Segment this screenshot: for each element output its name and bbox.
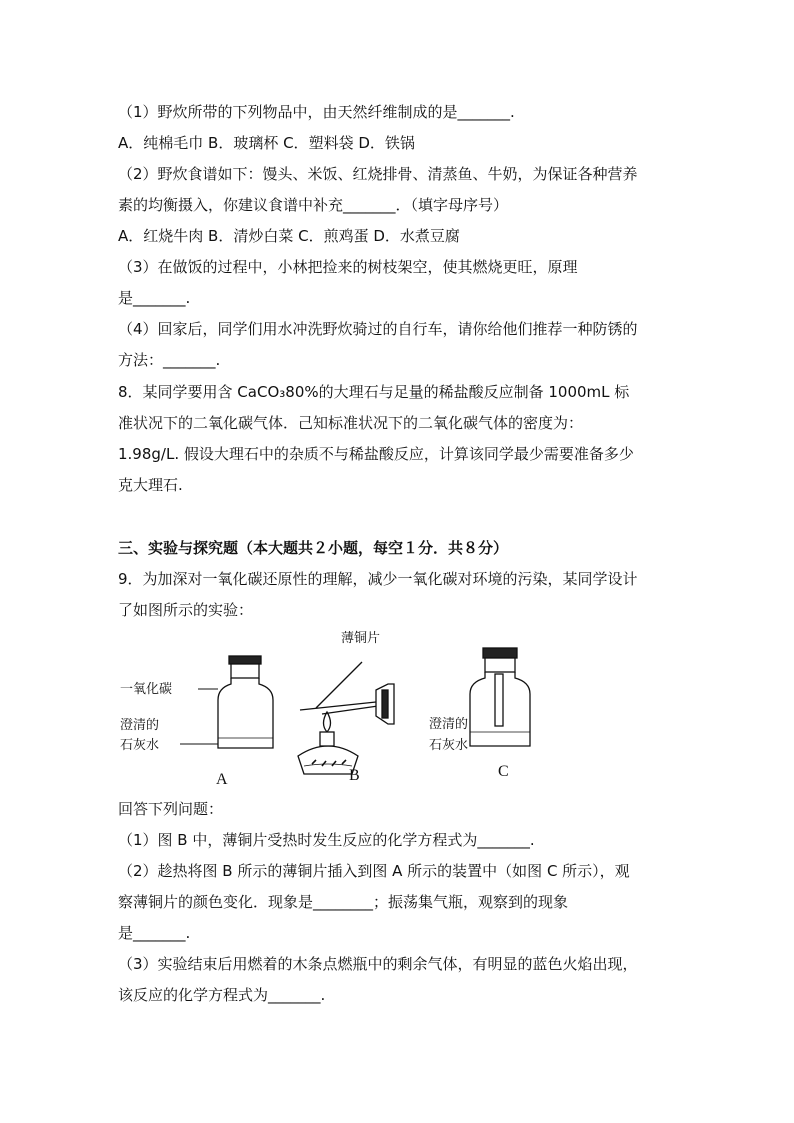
text-line: 1.98g/L. 假设大理石中的杂质不与稀盐酸反应，计算该同学最少需要准备多少 bbox=[118, 445, 634, 463]
alcohol-lamp-b bbox=[298, 712, 358, 774]
text-line: 方法：_______. bbox=[118, 351, 221, 369]
caption-b: B bbox=[349, 767, 360, 784]
text-line: （3）实验结束后用燃着的木条点燃瓶中的剩余气体，有明显的蓝色火焰出现， bbox=[118, 955, 638, 973]
text-line: 8．某同学要用含 CaCO₃80%的大理石与足量的稀盐酸反应制备 1000mL 标 bbox=[118, 383, 630, 401]
text-line: 准状况下的二氧化碳气体．己知标准状况下的二氧化碳气体的密度为： bbox=[118, 414, 584, 432]
text-line: 了如图所示的实验： bbox=[118, 601, 254, 619]
copper-sheet-tongs bbox=[300, 662, 394, 724]
label-limewater-line1: 澄清的 bbox=[120, 718, 160, 733]
section-heading: 三、实验与探究题（本大题共２小题，每空１分．共８分） bbox=[118, 539, 509, 557]
text-line: 该反应的化学方程式为_______. bbox=[118, 986, 326, 1004]
caption-a: A bbox=[216, 771, 228, 788]
caption-c: C bbox=[498, 763, 509, 780]
text-line: A．纯棉毛巾 B．玻璃杯 C．塑料袋 D．铁锅 bbox=[118, 134, 415, 152]
experiment-figure bbox=[118, 628, 564, 788]
text-line: 是_______. bbox=[118, 289, 191, 307]
label-co: 一氧化碳 bbox=[120, 682, 173, 697]
label-c-limewater-line1: 澄清的 bbox=[429, 717, 469, 732]
text-line: （2）野炊食谱如下：馒头、米饭、红烧排骨、清蒸鱼、牛奶，为保证各种营养 bbox=[118, 165, 638, 183]
text-line: （1）图 B 中，薄铜片受热时发生反应的化学方程式为_______. bbox=[118, 831, 535, 849]
text-line: 回答下列问题： bbox=[118, 800, 224, 818]
gas-bottle-a bbox=[218, 656, 273, 748]
text-line: 9．为加深对一氧化碳还原性的理解，减少一氧化碳对环境的污染，某同学设计 bbox=[118, 570, 638, 588]
text-line: 克大理石. bbox=[118, 476, 183, 494]
text-line: 是_______. bbox=[118, 924, 191, 942]
text-line: A．红烧牛肉 B．清炒白菜 C．煎鸡蛋 D．水煮豆腐 bbox=[118, 227, 460, 245]
text-line: 素的均衡摄入，你建议食谱中补充_______．（填字母序号） bbox=[118, 196, 509, 214]
text-line: （3）在做饭的过程中，小林把捡来的树枝架空，使其燃烧更旺，原理 bbox=[118, 258, 578, 276]
text-line: （2）趁热将图 B 所示的薄铜片插入到图 A 所示的装置中（如图 C 所示），观 bbox=[118, 862, 630, 880]
label-c-limewater-line2: 石灰水 bbox=[429, 738, 469, 753]
text-line: 察薄铜片的颜色变化．现象是________；振荡集气瓶，观察到的现象 bbox=[118, 893, 569, 911]
text-line: （4）回家后，同学们用水冲洗野炊骑过的自行车，请你给他们推荐一种防锈的 bbox=[118, 320, 638, 338]
label-limewater-line2: 石灰水 bbox=[120, 738, 160, 753]
text-line: （1）野炊所带的下列物品中，由天然纤维制成的是_______. bbox=[118, 103, 515, 121]
label-copper-sheet: 薄铜片 bbox=[341, 631, 381, 646]
gas-bottle-c bbox=[470, 648, 530, 746]
